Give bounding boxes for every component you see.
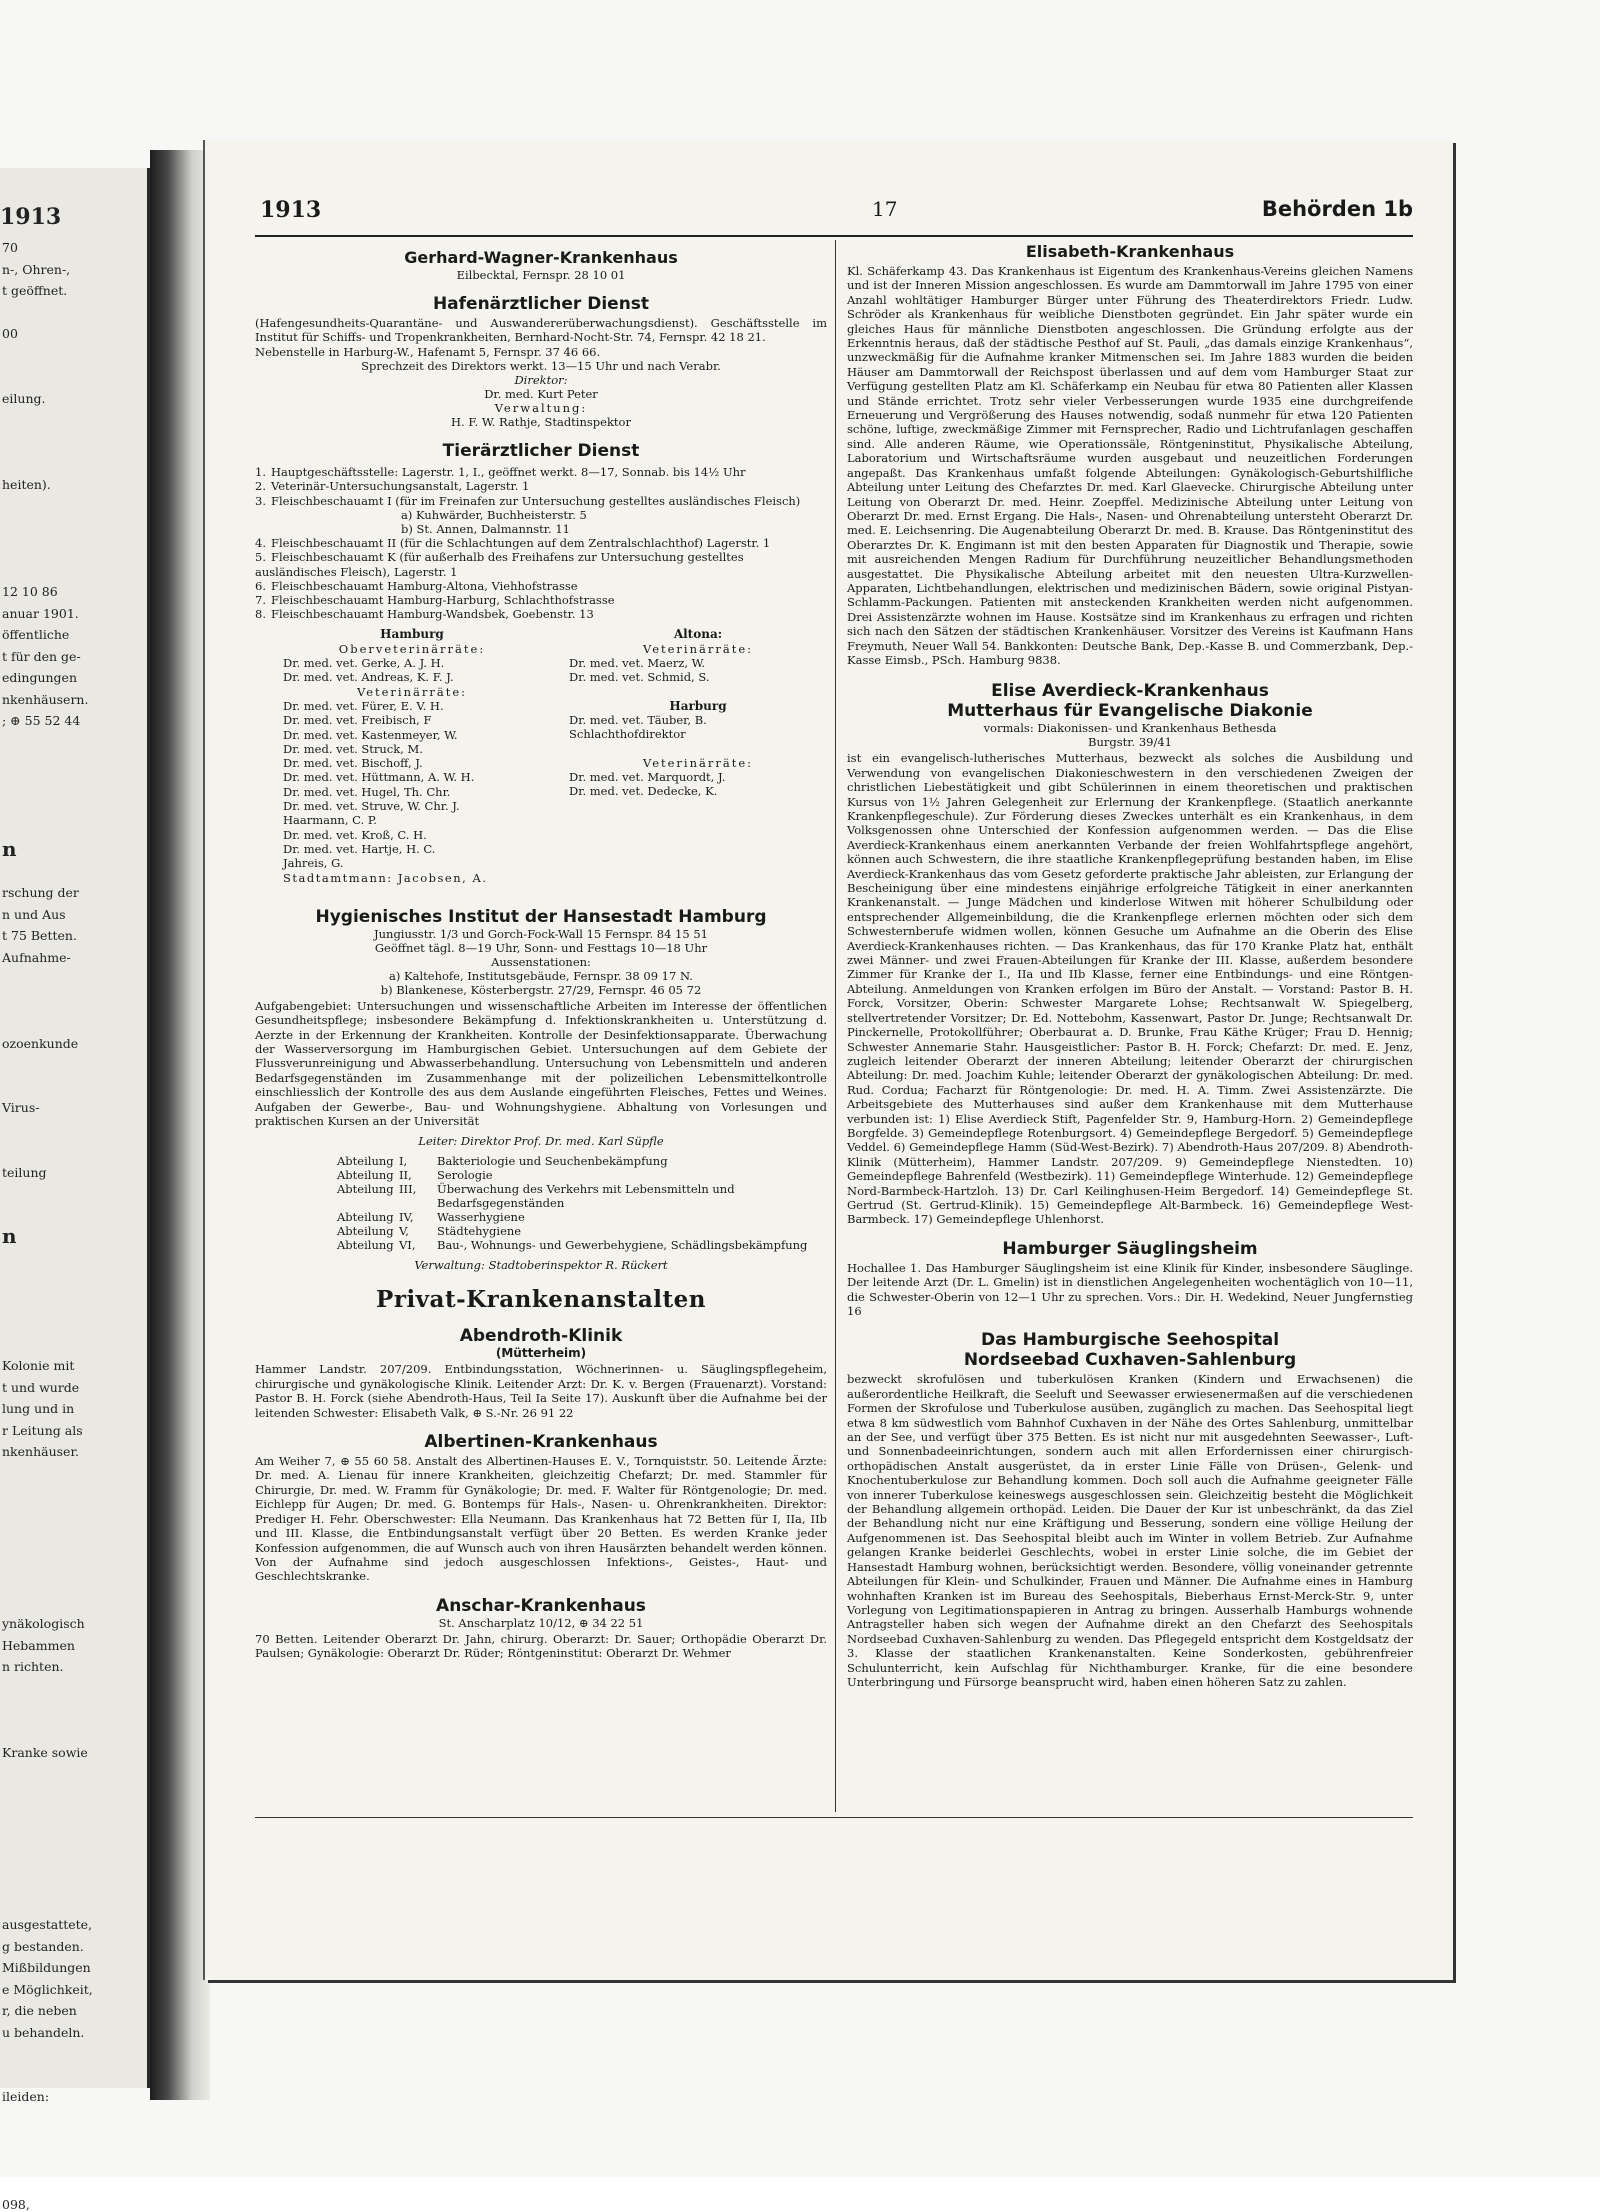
left-page-fragment: 70	[2, 240, 18, 255]
department-number: V,	[399, 1224, 409, 1239]
section-title: Behörden 1b	[1261, 197, 1413, 221]
department-number: I,	[399, 1154, 408, 1169]
stadtamtmann: Stadtamtmann: Jacobsen, A.	[283, 870, 488, 885]
ober-vet-name: Dr. med. vet. Andreas, K. F. J.	[283, 670, 454, 685]
document-page	[205, 140, 1453, 1980]
seehospital-title: Das Hamburgische Seehospital	[980, 1330, 1280, 1351]
wandsbek-vet-name: Dr. med. vet. Dedecke, K.	[569, 784, 718, 799]
hafen-text: (Hafengesundheits-Quarantäne- und Auswandererüberwachungsdienst). Geschäftsstelle im Institut für Schiffs- und Tropenkrankheiten, Bernhard-Nocht-Str. 74, Fernspr. 42 18 21.	[255, 316, 827, 345]
wagner-title: Gerhard-Wagner-Krankenhaus	[404, 248, 678, 267]
vet-name: Dr. med. vet. Freibisch, F	[283, 713, 432, 728]
left-page-fragment: nkenhäuser.	[2, 1444, 80, 1459]
left-page-fragment: nkenhäusern.	[2, 691, 89, 707]
hygiene-hours: Geöffnet tägl. 8—19 Uhr, Sonn- und Festtags 10—18 Uhr	[374, 940, 708, 955]
albertinen-text: Am Weiher 7, ⊕ 55 60 58. Anstalt des Albertinen-Hauses E. V., Tornquiststr. 50. Leitende Ärzte: Dr. med. A. Lienau für innere Krankheiten, gleichzeitig Chefarzt; Dr. med. Stammler für Chirurgie, Dr. med. W. Framm für Gynäkologie; Dr. med. F. Walter für Röntgenologie; Dr. med. Eichlepp für Augen; Dr. med. G. Bontemps für Hals-, Nasen- u. Ohrenkrankheiten. Direktor: Prediger H. Fehr. Oberschwester: Ella Neumann. Das Krankenhaus hat 72 Betten für I, IIa, IIb und III. Klasse, die Entbindungsanstalt verfügt über 20 Betten. Es werden Kranke jeder Konfession aufgenommen, die auf Wunsch auch von ihren Hausärzten behandelt werden können. Von der Aufnahme sind jedoch ausgeschlossen Infektions-, Geistes-, Haut- und Geschlechtskranke.	[255, 1454, 827, 1584]
left-page-fragment: 12 10 86	[2, 584, 58, 599]
department-name: Wasserhygiene	[437, 1210, 525, 1225]
hygiene-tasks: Aufgabengebiet: Untersuchungen und wissenschaftliche Arbeiten im Interesse der öffentlichen Gesundheitspflege; insbesondere Bekämpfung d. Infektionskrankheiten u. Unterstützung d. Aerzte in der Erkennung der Krankheiten. Kontrolle der Desinfektionsapparate. Überwachung der Wasserversorgung im Hamburgischen Gebiet. Untersuchungen auf dem Gebiete der Flussverunreinigung und Abwasserbehandlung. Untersuchung von Lebensmitteln und anderen Bedarfsgegenständen im Zusammenhange mit der polizeilichen Lebensmittelkontrolle einschliesslich der Kontrolle des aus dem Auslande eingeführten Fleisches, Fettes und Weines. Aufgaben der Gewerbe-, Bau- und Wohnungshygiene. Abhaltung von Vorlesungen und praktischen Kursen an der Universität	[255, 998, 827, 1129]
left-column	[255, 240, 827, 1661]
left-page-fragment: ; ⊕ 55 52 44	[2, 713, 81, 728]
altona-vet-name: Dr. med. vet. Maerz, W.	[569, 656, 706, 671]
left-page-fragment: ynäkologisch	[2, 1616, 85, 1631]
vet-altona-harburg	[541, 627, 827, 884]
left-facing-page	[0, 168, 150, 2212]
column-divider	[835, 240, 836, 1812]
vet-hamburg	[255, 627, 541, 884]
department-number: II,	[399, 1168, 412, 1183]
tier-list-item	[255, 607, 827, 621]
vet-name: Dr. med. vet. Hüttmann, A. W. H.	[283, 770, 475, 785]
left-page-fragment: ileiden:	[2, 2089, 50, 2104]
page-header	[260, 197, 1413, 231]
ober-label: Oberveterinärräte:	[338, 641, 486, 656]
department-name: Bakteriologie und Seuchenbekämpfung	[437, 1154, 668, 1169]
harburg-vet-name: Schlachthofdirektor	[569, 727, 686, 742]
left-page-fragment: n	[2, 1224, 17, 1248]
hafen-title: Hafenärztlicher Dienst	[432, 294, 650, 314]
page-number: 17	[872, 197, 898, 221]
wandsbek-vet-name: Dr. med. vet. Marquordt, J.	[569, 769, 726, 784]
left-page-fragment: e Möglichkeit,	[2, 1981, 93, 1997]
hygiene-address: Jungiusstr. 1/3 und Gorch-Fock-Wall 15 Fernspr. 84 15 51	[374, 926, 708, 941]
wagner-address: Eilbecktal, Fernspr. 28 10 01	[456, 268, 626, 282]
saeuglingsheim-text: Hochallee 1. Das Hamburger Säuglingsheim ist eine Klinik für Kinder, insbesondere Säuglinge. Der leitende Arzt (Dr. L. Gmelin) ist in dienstlichen Angelegenheiten wochentäglich von 10—11, die Schwester-Oberin von 12—1 Uhr zu sprechen. Vors.: Dir. H. Wedekind, Neuer Jungfernstieg 16	[847, 1260, 1413, 1318]
tier-item-text: b) St. Annen, Dalmannstr. 11	[401, 522, 570, 537]
averdieck-title: Elise Averdieck-Krankenhaus	[991, 681, 1269, 702]
department-row	[337, 1182, 827, 1210]
vet-name: Dr. med. vet. Hartje, H. C.	[283, 841, 436, 856]
left-page-fragment: 00	[2, 326, 18, 341]
tier-list	[255, 465, 827, 621]
department-label: Abteilung	[337, 1224, 394, 1239]
vet-label: Veterinärräte:	[356, 684, 468, 699]
left-page-fragment: teilung	[2, 1164, 47, 1180]
department-row	[337, 1210, 827, 1224]
left-page-fragment: Virus-	[2, 1100, 40, 1115]
tier-item-number: 8.	[255, 607, 266, 622]
left-page-fragment: t 75 Betten.	[2, 928, 77, 943]
seehospital-text: bezweckt skrofulösen und tuberkulösen Kranken (Kindern und Erwachsenen) die außerordentliche Heilkraft, die Seeluft und Seewasser erwiesenermaßen auf die verschiedenen Formen der Skrofulose und Tuberkulose ausüben, zugänglich zu machen. Das Seehospital liegt etwa 8 km südwestlich vom Bahnhof Cuxhaven in der Nähe des Ortes Sahlenburg, unmittelbar an der See, und verfügt über 375 Betten. Es ist nicht nur mit ausgedehnten Seewasser-, Luft- und Sonnenbadeeinrichtungen, sondern auch mit allen Erfordernissen einer chirurgisch-orthopädischen Anstalt ausgerüstet, da in erster Linie Fälle von Drüsen-, Gelenk- und Knochentuberkulose zur Behandlung kommen. Doch soll auch die Aufnahme geeigneter Fälle von innerer Tuberkulose keineswegs ausgeschlossen sein. Gleichzeitig besteht die Möglichkeit der Behandlung allgemein orthopäd. Leiden. Die Dauer der Kur ist unbeschränkt, da das Ziel der Behandlung nicht nur eine Kräftigung und Besserung, sondern eine völlige Heilung der Aufgenommenen ist. Das Seehospital bleibt auch im Winter in vollem Betrieb. Zur Aufnahme gelangen Kranke beiderlei Geschlechts, wobei in erster Linie solche, die im Gebiet der Hansestadt Hamburg wohnen, berücksichtigt werden. Besondere, völlig voneinander getrennte Abteilungen für Klein- und Schulkinder, Frauen und Männer. Die Aufnahme eines in Hamburg wohnhaften Kranken ist im Bureau des Seehospitals, Bieberhaus Ernst-Merck-Str. 9, unter Vorlegung von Legitimationspapieren in Antrag zu bringen. Ausserhalb Hamburgs wohnende Antragsteller haben sich wegen der Aufnahme direkt an den Chefarzt des Seehospitals Nordseebad Cuxhaven-Sahlenburg zu wenden. Das Pflegegeld entspricht dem Kostgeldsatz der 3. Klasse der staatlichen Krankenanstalten. Keine Sonderkosten, gebührenfreier Schulunterricht, kein Aufschlag für Nichthamburger. Kranke, für die eine besondere Unterbringung und Fürsorge beansprucht wird, haben einen höheren Satz zu zahlen.	[847, 1372, 1413, 1689]
tier-item-number: 6.	[255, 578, 266, 593]
tier-item-text: Fleischbeschauamt II (für die Schlachtungen auf dem Zentralschlachthof) Lagerstr. 1	[271, 536, 771, 551]
left-page-fragment: Kolonie mit	[2, 1358, 75, 1373]
right-column	[847, 240, 1413, 1689]
left-page-fragment: heiten).	[2, 476, 51, 492]
elisabeth-title: Elisabeth-Krankenhaus	[1025, 242, 1235, 261]
department-label: Abteilung	[337, 1210, 394, 1225]
department-name: Städtehygiene	[437, 1224, 522, 1239]
privat-title: Privat-Krankenanstalten	[376, 1286, 706, 1314]
hygiene-title: Hygienisches Institut der Hansestadt Hamburg	[315, 906, 767, 927]
header-year: 1913	[260, 197, 322, 223]
averdieck-subtitle: Mutterhaus für Evangelische Diakonie	[947, 701, 1313, 722]
left-page-fragment: Mißbildungen	[2, 1960, 91, 1975]
wandsbek-list	[569, 770, 827, 799]
tier-list-item	[255, 508, 827, 522]
vet-name: Dr. med. vet. Struve, W. Chr. J.	[283, 799, 460, 814]
department-name: Überwachung des Verkehrs mit Lebensmitteln und Bedarfsgegenständen	[437, 1182, 735, 1211]
left-page-fragment: öffentliche	[2, 627, 70, 642]
tier-list-item	[255, 479, 827, 493]
left-page-fragment: ozoenkunde	[2, 1035, 79, 1051]
tier-list-item	[255, 536, 827, 550]
left-page-fragment: g bestanden.	[2, 1938, 84, 1954]
harburg-title: Harburg	[669, 698, 727, 713]
seehospital-subtitle: Nordseebad Cuxhaven-Sahlenburg	[963, 1350, 1297, 1371]
left-page-fragment: u behandeln.	[2, 2024, 85, 2040]
department-name: Bau-, Wohnungs- und Gewerbehygiene, Schädlingsbekämpfung	[437, 1238, 808, 1253]
left-page-fragment: rschung der	[2, 885, 79, 900]
tier-list-item	[255, 494, 827, 508]
abendroth-title: Abendroth-Klinik	[459, 1326, 623, 1347]
hafen-director-label: Direktor:	[514, 373, 568, 388]
anschar-title: Anschar-Krankenhaus	[436, 1595, 646, 1616]
tier-item-text: a) Kuhwärder, Buchheisterstr. 5	[401, 507, 587, 522]
tier-list-item	[255, 522, 827, 536]
tier-item-text: Fleischbeschauamt I (für im Freinafen zur Untersuchung gestelltes ausländisches Fleisch)	[271, 493, 801, 508]
left-page-year: 1913	[0, 204, 62, 230]
department-label: Abteilung	[337, 1154, 394, 1169]
hygiene-station-b: b) Blankenese, Kösterbergstr. 27/29, Fernspr. 46 05 72	[380, 982, 702, 997]
left-page-fragment: t für den ge-	[2, 648, 81, 664]
altona-list	[569, 656, 827, 685]
hafen-admin: H. F. W. Rathje, Stadtinspektor	[451, 415, 631, 430]
department-number: IV,	[399, 1210, 414, 1225]
wandsbek-label: Veterinärräte:	[642, 755, 754, 770]
bottom-rule	[255, 1817, 1413, 1818]
abendroth-subtitle: (Mütterheim)	[495, 1346, 587, 1361]
department-label: Abteilung	[337, 1182, 394, 1197]
department-label: Abteilung	[337, 1168, 394, 1183]
tier-title: Tierärztlicher Dienst	[442, 441, 640, 462]
anschar-address: St. Anscharplatz 10/12, ⊕ 34 22 51	[438, 1615, 644, 1630]
vet-name: Dr. med. vet. Bischoff, J.	[283, 756, 423, 771]
header-rule	[255, 235, 1413, 237]
department-row	[337, 1168, 827, 1182]
left-page-fragment: Hebammen	[2, 1637, 75, 1653]
left-page-fragment: 098,	[2, 2196, 30, 2212]
harburg-list	[569, 713, 827, 742]
hygiene-admin: Verwaltung: Stadtoberinspektor R. Rückert	[414, 1258, 668, 1273]
vet-name: Dr. med. vet. Hugel, Th. Chr.	[283, 784, 451, 799]
department-name: Serologie	[437, 1168, 493, 1183]
altona-label: Veterinärräte:	[642, 641, 754, 656]
department-label: Abteilung	[337, 1238, 394, 1253]
department-row	[337, 1238, 827, 1252]
harburg-vet-name: Dr. med. vet. Täuber, B.	[569, 712, 707, 727]
left-page-fragment: n und Aus	[2, 906, 66, 922]
ober-hamburg-list	[283, 656, 541, 685]
averdieck-address: Burgstr. 39/41	[1088, 735, 1172, 750]
left-page-fragment: anuar 1901.	[2, 605, 79, 621]
hamburg-title: Hamburg	[380, 627, 444, 642]
vet-name: Jahreis, G.	[283, 856, 344, 871]
tier-item-number: 3.	[255, 493, 266, 508]
vet-name: Dr. med. vet. Kroß, C. H.	[283, 827, 427, 842]
left-page-fragment: n	[2, 837, 17, 861]
left-page-fragment: t geöffnet.	[2, 283, 68, 298]
hygiene-leader: Leiter: Direktor Prof. Dr. med. Karl Süpfle	[418, 1134, 664, 1149]
ober-vet-name: Dr. med. vet. Gerke, A. J. H.	[283, 656, 445, 671]
hafen-director: Dr. med. Kurt Peter	[484, 387, 598, 402]
tier-item-number: 5.	[255, 550, 266, 565]
left-page-fragment: n richten.	[2, 1659, 64, 1674]
tier-item-number: 1.	[255, 465, 266, 480]
hafen-branch: Nebenstelle in Harburg-W., Hafenamt 5, Fernspr. 37 46 66.	[255, 344, 601, 359]
department-row	[337, 1154, 827, 1168]
averdieck-text: ist ein evangelisch-lutherisches Mutterhaus, bezweckt als solches die Ausbildung und Verwendung von evangelischen Diakonieschwestern in den verschiedenen Zweigen der christlichen Liebestätigkeit und gibt Schülerinnen in einem theoretischen und praktischen Kursus von 1½ Jahren Gelegenheit zur Erlernung der Krankenpflege. (Staatlich anerkannte Krankenpflegeschule). Zur Förderung dieses Zweckes unterhält es ein Krankenhaus, in dem Volksgenossen ohne Unterschied der Konfession aufgenommen werden. — Das die Elise Averdieck-Krankenhaus einem anerkannten Verbande der freien Wohlfahrtspflege angehört, können auch Schwestern, die ihre staatliche Krankenpflegeprüfung bestanden haben, im Elise Averdieck-Krankenhaus das vom Gesetz geforderte praktische Jahr ableisten, zur Erlangung der Bescheinigung über eine mindestens einjährige erfolgreiche Tätigkeit in einer anerkannten Krankenanstalt. — Junge Mädchen und kinderlose Witwen mit höherer Schulbildung oder entsprechender Allgemeinbildung, die die Krankenpflege erlernen möchten oder sich dem Schwesternberufe widmen wollen, können Gesuche um Aufnahme an die Oberin des Elise Averdieck-Krankenhauses richten. — Das Krankenhaus, das für 170 Kranke Platz hat, enthält zwei Männer- und zwei Frauen-Abteilungen für Kranke der III. Klasse, außerdem besondere Zimmer für Kranke der I., IIa und IIb Klasse, ferner eine Entbindungs- und eine Röntgen-Abteilung. Anmeldungen von Kranken erfolgen im Büro der Anstalt. — Vorstand: Pastor B. H. Forck, Vorsitzer, Oberin: Schwester Margarete Lohse; Rechtsanwalt W. Spiegelberg, stellvertretender Vorsitzer; Dr. Ed. Nottebohm, Kassenwart, Pastor Dr. Junge; Rechtsanwalt Dr. Pinckernelle, Protokollführer; Oberbaurat a. D. Brunke, Frau Käthe Krüger; Frau D. Hennig; Schwester Annemarie Stahr. Hausgeistlicher: Pastor B. H. Forck; Chefarzt: Dr. med. E. Jenz, zugleich leitender Oberarzt der inneren Abteilung; leitender Oberarzt der chirurgischen Abteilung: Dr. med. Joachim Kuhle; leitender Oberarzt der gynäkologischen Abteilung: Dr. med. Rud. Cordua; Facharzt für Röntgenologie: Dr. med. H. A. Timm. Zwei Assistenzärzte. Die Arbeitsgebiete des Mutterhauses sind außer dem Krankenhause mit dem Mutterhause verbunden ist: 1) Elise Averdieck Stift, Pagenfelder Str. 9, Hamburg-Horn. 2) Gemeindepflege Borgfelde. 3) Gemeindepflege Rotenburgsort. 4) Gemeindepflege Bergedorf. 5) Gemeindepflege Veddel. 6) Gemeindepflege Hamm (Süd-West-Bezirk). 7) Abendroth-Haus 207/209. 8) Abendroth-Klinik (Mütterheim), Hammer Landstr. 207/209. 9) Gemeindepflege Nienstedten. 10) Gemeindepflege Bahrenfeld (Westbezirk). 11) Gemeindepflege Winterhude. 12) Gemeindepflege Nord-Barmbeck-Hartzloh. 13) Dr. Carl Keilinghusen-Heim Bergedorf. 14) Gemeindepflege St. Gertrud (St. Gertrud-Klinik). 15) Gemeindepflege Alt-Barmbeck. 16) Gemeindepflege West-Barmbeck. 17) Gemeindepflege Uhlenhorst.	[847, 751, 1413, 1227]
left-page-fragment: edingungen	[2, 670, 77, 685]
left-page-fragment: eilung.	[2, 390, 46, 406]
tier-item-number: 4.	[255, 536, 266, 551]
tier-item-text: Fleischbeschauamt Hamburg-Altona, Viehhofstrasse	[271, 578, 578, 593]
vet-name: Haarmann, C. P.	[283, 813, 377, 828]
hafen-hours: Sprechzeit des Direktors werkt. 13—15 Uhr und nach Verabr.	[361, 359, 721, 374]
left-page-fragment: t und wurde	[2, 1379, 80, 1395]
left-page-fragment: n-, Ohren-,	[2, 261, 71, 277]
department-row	[337, 1224, 827, 1238]
tier-item-text: Fleischbeschauamt K (für außerhalb des Freihafens zur Untersuchung gestelltes ausländisches Fleisch), Lagerstr. 1	[255, 550, 744, 579]
vet-staff	[255, 627, 827, 884]
saeuglingsheim-title: Hamburger Säuglingsheim	[1002, 1238, 1258, 1259]
tier-item-number: 2.	[255, 479, 266, 494]
elisabeth-text: Kl. Schäferkamp 43. Das Krankenhaus ist Eigentum des Krankenhaus-Vereins gleichen Namens und ist der Inneren Mission angeschlossen. Es wurde am Dammtorwall im Jahre 1795 von einer Anzahl wohltätiger Hamburger Bürger unter Führung des Theaterdirektors Friedr. Ludw. Schröder als Krankenhaus für weibliche Dienstboten gegründet. Ein Jahr später wurde ein gleiches Haus für männliche Dienstboten angeschlossen. Die Gründung erfolgte aus der Erkenntnis heraus, daß der städtische Pesthof auf St. Pauli, „das damals einzige Krankenhaus“, unzweckmäßig für die Aufnahme kranker Mitmenschen sei. Im Jahre 1883 wurden die beiden Häuser am Dammtorwall der Reichspost überlassen und auf dem vom Hamburger Staat zur Verfügung gestellten Platz am Kl. Schäferkamp ein Neubau für etwa 80 Patienten aller Klassen und Stände errichtet. Trotz sehr vieler Verbesserungen wurde 1935 eine durchgreifende Erneuerung und Vergrößerung des Hauses notwendig, sodaß nunmehr für etwa 120 Patienten schöne, luftige, zweckmäßige Zimmer mit Fernsprecher, Radio und Lichtrufanlagen geschaffen sind. Alle anderen Räume, wie Operationssäle, Röntgeninstitut, Physikalische Abteilung, Laboratorium und Wirtschaftsräume wurden ausgebaut und neuzeitlichen Forderungen angepaßt. Das Krankenhaus umfaßt folgende Abteilungen: Gynäkologisch-Geburtshilfliche Abteilung unter Leitung des Chefarztes Dr. med. Karl Glaevecke. Chirurgische Abteilung unter Leitung von Oberarzt Dr. med. Heinr. Zoepffel. Medizinische Abteilung unter Leitung von Oberarzt Dr. med. Ernst Ergang. Die Hals-, Nasen- und Ohrenabteilung untersteht Oberarzt Dr. med. E. Leichsenring. Die Augenabteilung Oberarzt Dr. med. B. Krause. Das Röntgeninstitut des Oberarztes Dr. K. Engimann ist mit den besten Apparaten für Diagnostik und Therapie, sowie mit ausreichenden Mengen Radium für Durchführung neuzeitlicher Behandlungsmethoden ausgestattet. Die Physikalische Abteilung arbeitet mit den neuesten Ultra-Kurzwellen-Apparaten, Lichtbehandlungen, elektrischen und medizinischen Bädern, sowie original Pistyan-Schlamm-Packungen. Patienten mit ansteckenden Krankheiten werden nicht aufgenommen. Drei Assistenzärzte wohnen im Hause. Kostsätze sind im Krankenhaus zu erfragen und richten sich nach den Sätzen der städtischen Krankenhäuser. Vorsitzer des Vereins ist Kaufmann Hans Freymuth, Neuer Wall 54. Bankkonten: Deutsche Bank, Dep.-Kasse B. und Commerzbank, Dep.-Kasse Eimsb., PSch. Hamburg 9838.	[847, 264, 1413, 667]
tier-item-text: Fleischbeschauamt Hamburg-Harburg, Schlachthofstrasse	[271, 593, 615, 608]
left-page-fragment: Aufnahme-	[2, 949, 71, 965]
tier-list-item	[255, 579, 827, 593]
tier-item-text: Hauptgeschäftsstelle: Lagerstr. 1, I., geöffnet werkt. 8—17, Sonnab. bis 14½ Uhr	[271, 465, 746, 480]
left-page-fragment: Kranke sowie	[2, 1745, 88, 1760]
tier-item-text: Veterinär-Untersuchungsanstalt, Lagerstr. 1	[271, 479, 530, 494]
vet-name: Dr. med. vet. Fürer, E. V. H.	[283, 698, 444, 713]
tier-list-item	[255, 593, 827, 607]
altona-title: Altona:	[673, 627, 723, 642]
altona-vet-name: Dr. med. vet. Schmid, S.	[569, 670, 710, 685]
averdieck-formerly: vormals: Diakonissen- und Krankenhaus Bethesda	[983, 721, 1277, 736]
tier-list-item	[255, 465, 827, 479]
left-page-fragment: lung und in	[2, 1401, 75, 1416]
hygiene-stations-label: Aussenstationen:	[491, 954, 591, 969]
department-number: VI,	[399, 1238, 416, 1253]
abendroth-text: Hammer Landstr. 207/209. Entbindungsstation, Wöchnerinnen- u. Säuglingspflegeheim, chirurgische und gynäkologische Klinik. Leitender Arzt: Dr. K. v. Bergen (Frauenarzt). Vorstand: Pastor B. H. Forck (siehe Abendroth-Haus, Teil Ia Seite 17). Auskunft über die Aufnahme bei der leitenden Schwester: Elisabeth Valk, ⊕ S.-Nr. 26 91 22	[255, 1362, 827, 1420]
vet-hamburg-list	[283, 699, 541, 871]
left-page-fragment: r, die neben	[2, 2003, 77, 2018]
left-page-fragment: r Leitung als	[2, 1422, 83, 1438]
hygiene-departments	[337, 1154, 827, 1252]
left-page-fragment: ausgestattete,	[2, 1917, 93, 1932]
department-number: III,	[399, 1182, 417, 1197]
tier-item-number: 7.	[255, 593, 266, 608]
tier-list-item	[255, 550, 827, 578]
anschar-text: 70 Betten. Leitender Oberarzt Dr. Jahn, chirurg. Oberarzt: Dr. Sauer; Orthopädie Oberarzt Dr. Paulsen; Gynäkologie: Oberarzt Dr. Rüder; Röntgeninstitut: Oberarzt Dr. Wehmer	[255, 1631, 827, 1661]
hafen-admin-label: Verwaltung:	[494, 401, 588, 416]
albertinen-title: Albertinen-Krankenhaus	[424, 1432, 658, 1453]
tier-item-text: Fleischbeschauamt Hamburg-Wandsbek, Goebenstr. 13	[271, 607, 594, 622]
hygiene-station-a: a) Kaltehofe, Institutsgebäude, Fernspr. 38 09 17 N.	[389, 968, 693, 983]
book-gutter	[150, 150, 210, 2100]
vet-name: Dr. med. vet. Kastenmeyer, W.	[283, 727, 458, 742]
vet-name: Dr. med. vet. Struck, M.	[283, 741, 423, 756]
